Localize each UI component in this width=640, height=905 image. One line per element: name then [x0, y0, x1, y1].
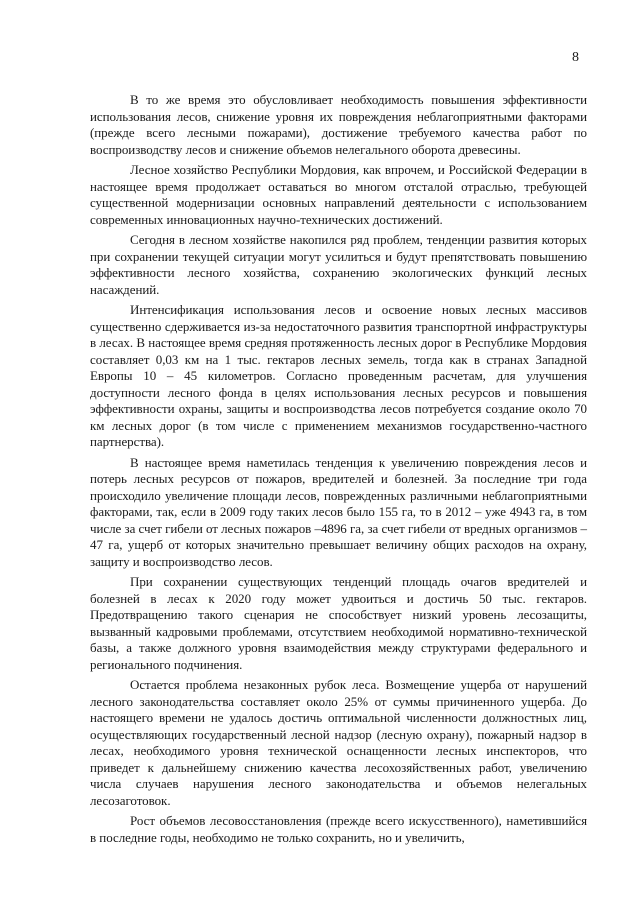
- page-number: 8: [572, 50, 579, 65]
- paragraph: Лесное хозяйство Республики Мордовия, как впрочем, и Российской Федерации в настоящее время продолжает оставаться во многом отсталой отраслью, требующей существенной модернизации основных направлений деятельности с использованием современных инновационных научно-технических достижений.: [90, 162, 587, 227]
- paragraph: Остается проблема незаконных рубок леса. Возмещение ущерба от нарушений лесного законодательства составляет около 25% от суммы причиненного ущерба. До настоящего времени не удалось достичь оптимальной численности должностных лиц, осуществляющих государственный лесной надзор (лесную охрану), пожарный надзор в лесах, необходимого уровня технической оснащенности лесных инспекторов, что приведет к дальнейшему снижению качества лесохозяйственных работ, увеличению числа случаев нарушения лесного законодательства и объемов нелегальных лесозаготовок.: [90, 677, 587, 808]
- paragraph: Интенсификация использования лесов и освоение новых лесных массивов существенно сдерживается из-за недостаточного развития транспортной инфраструктуры в лесах. В настоящее время средняя протяженность лесных дорог в Республике Мордовия составляет 0,03 км на 1 тыс. гектаров лесных земель, тогда как в странах Западной Европы 10 – 45 километров. Согласно проведенным расчетам, для улучшения доступности лесного фонда в целях использования лесных ресурсов и повышения эффективности охраны, защиты и воспроизводства лесов потребуется создание около 70 км лесных дорог (в том числе с применением механизмов государственно-частного партнерства).: [90, 302, 587, 449]
- paragraph: В то же время это обусловливает необходимость повышения эффективности использования лесов, снижение уровня их повреждения неблагоприятными факторами (прежде всего лесными пожарами), достижение требуемого качества работ по воспроизводству лесов и снижение объемов нелегального оборота древесины.: [90, 92, 587, 157]
- document-body: [90, 92, 587, 850]
- paragraph: В настоящее время наметилась тенденция к увеличению повреждения лесов и потерь лесных ресурсов от пожаров, вредителей и болезней. За последние три года происходило увеличение площади лесов, поврежденных различными неблагоприятными факторами, так, если в 2009 году таких лесов было 155 га, то в 2012 – уже 4943 га, в том числе за счет гибели от лесных пожаров –4896 га, за счет гибели от вредных организмов – 47 га, ущерб от которых значительно превышает величину общих расходов на охрану, защиту и воспроизводство лесов.: [90, 454, 587, 569]
- paragraph: Сегодня в лесном хозяйстве накопился ряд проблем, тенденции развития которых при сохранении текущей ситуации могут усилиться и будут препятствовать повышению эффективности лесного хозяйства, сохранению экологических функций лесных насаждений.: [90, 232, 587, 297]
- paragraph: При сохранении существующих тенденций площадь очагов вредителей и болезней в лесах к 2020 году может удвоиться и достичь 50 тыс. гектаров. Предотвращению такого сценария не способствует низкий уровень лесозащиты, вызванный кадровыми проблемами, отсутствием необходимой нормативно-технической базы, а также должного уровня взаимодействия между структурами федерального и регионального подчинения.: [90, 574, 587, 672]
- paragraph: Рост объемов лесовосстановления (прежде всего искусственного), наметившийся в последние годы, необходимо не только сохранить, но и увеличить,: [90, 813, 587, 845]
